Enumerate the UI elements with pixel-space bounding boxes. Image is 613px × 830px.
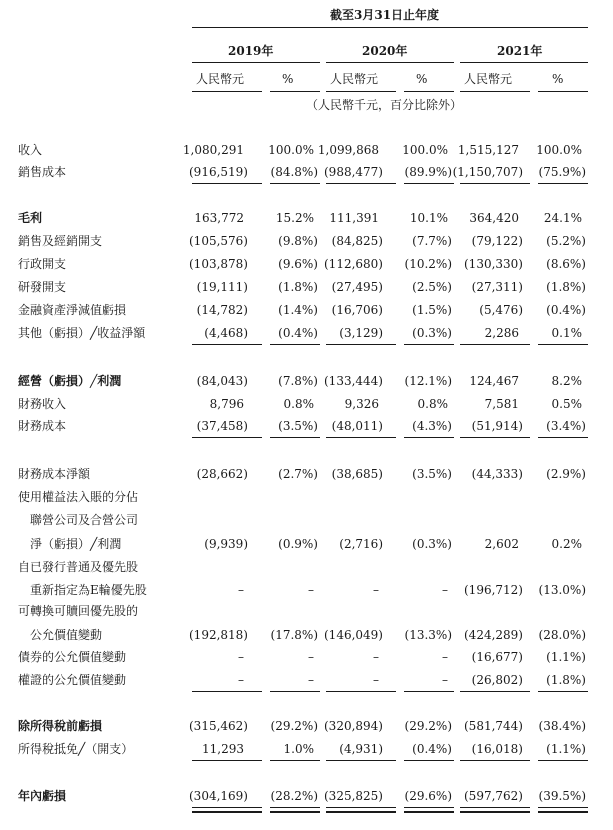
rule-finance-costs-col4 [404, 437, 454, 438]
cell-warrants-col4: – [442, 673, 448, 687]
col-underline-1 [192, 91, 262, 92]
row-label-rd-expenses: 研發開支 [18, 280, 67, 294]
cell-finance-net-col5: (44,333) [471, 467, 523, 481]
cell-operating-col5: 124,467 [469, 374, 519, 388]
cell-finance-costs-col6: (3.4%) [546, 419, 586, 433]
cell-selling-expenses-col4: (7.7%) [412, 234, 452, 248]
cell-loss-for-year-col2: (28.2%) [270, 789, 318, 803]
cell-admin-expenses-col4: (10.2%) [404, 257, 452, 271]
cell-operating-col2: (7.8%) [278, 374, 318, 388]
cell-finance-costs-col1: (37,458) [196, 419, 248, 433]
cell-bonds-col5: (16,677) [471, 650, 523, 664]
cell-rd-expenses-col2: (1.8%) [278, 280, 318, 294]
rule-double-loss-for-year-col2 [270, 811, 320, 813]
cell-finance-income-col5: 7,581 [484, 397, 519, 411]
cell-cost-of-sales-col5: (1,150,707) [452, 165, 523, 179]
cell-bonds-col4: – [442, 650, 448, 664]
cell-finance-income-col6: 0.5% [551, 397, 582, 411]
pct-header-2020: % [416, 72, 428, 86]
row-label-convertible-line2: 公允價值變動 [30, 628, 103, 642]
rule-cost-of-sales-col2 [270, 183, 320, 184]
cell-cost-of-sales-col2: (84.8%) [270, 165, 318, 179]
cell-redesignation-col1: – [238, 583, 244, 597]
cell-convertible-col3: (146,049) [324, 628, 383, 642]
cell-rd-expenses-col6: (1.8%) [546, 280, 586, 294]
cell-finance-net-col6: (2.9%) [546, 467, 586, 481]
row-label-redesignation-line2: 重新指定為E輪優先股 [30, 583, 147, 597]
unit-note: （人民幣千元，百分比除外） [306, 98, 463, 112]
cell-bonds-col6: (1.1%) [546, 650, 586, 664]
rule-other-gains-col1 [192, 344, 262, 345]
rule-double-loss-for-year-col4 [404, 811, 454, 813]
cell-finance-costs-col3: (48,011) [331, 419, 383, 433]
cell-finance-costs-col2: (3.5%) [278, 419, 318, 433]
row-label-finance-net: 財務成本淨額 [18, 467, 91, 481]
cell-rd-expenses-col4: (2.5%) [412, 280, 452, 294]
cell-operating-col4: (12.1%) [404, 374, 452, 388]
rule-warrants-col1 [192, 691, 262, 692]
cell-cost-of-sales-col1: (916,519) [189, 165, 248, 179]
year-heading-2020: 2020年 [362, 44, 408, 58]
cell-admin-expenses-col5: (130,330) [464, 257, 523, 271]
cell-convertible-col2: (17.8%) [270, 628, 318, 642]
row-label-equity-method-line3: 淨（虧損）╱利潤 [30, 537, 122, 551]
currency-header-2020: 人民幣元 [330, 72, 379, 86]
rule-double-loss-for-year-col5 [460, 811, 530, 813]
col-underline-2 [270, 91, 320, 92]
cell-cost-of-sales-col6: (75.9%) [538, 165, 586, 179]
cell-convertible-col5: (424,289) [464, 628, 523, 642]
cell-equity-method-col5: 2,602 [484, 537, 519, 551]
rule-loss-for-year-col2 [270, 807, 320, 808]
cell-other-gains-col1: (4,468) [204, 326, 248, 340]
rule-double-loss-for-year-col3 [326, 811, 396, 813]
cell-finance-net-col2: (2.7%) [278, 467, 318, 481]
cell-loss-before-tax-col3: (320,894) [324, 719, 383, 733]
cell-income-tax-col3: (4,931) [339, 742, 383, 756]
rule-loss-for-year-col1 [192, 807, 262, 808]
rule-other-gains-col2 [270, 344, 320, 345]
cell-revenue-col1: 1,080,291 [182, 143, 244, 157]
cell-revenue-col6: 100.0% [536, 143, 582, 157]
cell-redesignation-col4: – [442, 583, 448, 597]
cell-equity-method-col4: (0.3%) [412, 537, 452, 551]
rule-income-tax-col1 [192, 760, 262, 761]
cell-revenue-col4: 100.0% [402, 143, 448, 157]
rule-cost-of-sales-col3 [326, 183, 396, 184]
cell-income-tax-col1: 11,293 [202, 742, 244, 756]
cell-finance-net-col4: (3.5%) [412, 467, 452, 481]
cell-rd-expenses-col5: (27,311) [471, 280, 523, 294]
row-label-warrants: 權證的公允價值變動 [18, 673, 127, 687]
rule-cost-of-sales-col4 [404, 183, 454, 184]
row-label-redesignation-line1: 自已發行普通及優先股 [18, 560, 139, 574]
row-label-selling-expenses: 銷售及經銷開支 [18, 234, 103, 248]
year-underline-2021 [460, 62, 588, 63]
col-underline-5 [460, 91, 530, 92]
cell-revenue-col2: 100.0% [268, 143, 314, 157]
cell-equity-method-col6: 0.2% [551, 537, 582, 551]
currency-header-2019: 人民幣元 [196, 72, 245, 86]
cell-gross-profit-col4: 10.1% [409, 211, 448, 225]
cell-admin-expenses-col1: (103,878) [189, 257, 248, 271]
currency-header-2021: 人民幣元 [464, 72, 513, 86]
cell-impairment-col6: (0.4%) [546, 303, 586, 317]
cell-loss-for-year-col1: (304,169) [189, 789, 248, 803]
rule-finance-costs-col6 [538, 437, 588, 438]
row-label-other-gains: 其他（虧損）╱收益淨額 [18, 326, 146, 340]
cell-warrants-col5: (26,802) [471, 673, 523, 687]
cell-loss-for-year-col5: (597,762) [464, 789, 523, 803]
cell-gross-profit-col5: 364,420 [469, 211, 519, 225]
rule-finance-costs-col1 [192, 437, 262, 438]
cell-rd-expenses-col1: (19,111) [196, 280, 248, 294]
cell-selling-expenses-col5: (79,122) [471, 234, 523, 248]
cell-bonds-col2: – [308, 650, 314, 664]
pct-header-2019: % [282, 72, 294, 86]
cell-selling-expenses-col2: (9.8%) [278, 234, 318, 248]
rule-other-gains-col6 [538, 344, 588, 345]
row-label-income-tax: 所得稅抵免╱（開支） [18, 742, 134, 756]
rule-other-gains-col4 [404, 344, 454, 345]
cell-gross-profit-col6: 24.1% [543, 211, 582, 225]
cell-gross-profit-col2: 15.2% [275, 211, 314, 225]
cell-admin-expenses-col6: (8.6%) [546, 257, 586, 271]
cell-cost-of-sales-col4: (89.9%) [404, 165, 452, 179]
cell-loss-before-tax-col5: (581,744) [464, 719, 523, 733]
rule-double-loss-for-year-col1 [192, 811, 262, 813]
cell-operating-col3: (133,444) [324, 374, 383, 388]
rule-loss-for-year-col6 [538, 807, 588, 808]
rule-loss-for-year-col5 [460, 807, 530, 808]
cell-finance-costs-col5: (51,914) [471, 419, 523, 433]
row-label-bonds: 債券的公允價值變動 [18, 650, 127, 664]
cell-redesignation-col5: (196,712) [464, 583, 523, 597]
cell-other-gains-col6: 0.1% [551, 326, 582, 340]
cell-selling-expenses-col3: (84,825) [331, 234, 383, 248]
year-heading-2021: 2021年 [497, 44, 543, 58]
row-label-gross-profit: 毛利 [18, 211, 43, 225]
row-label-equity-method-line1: 使用權益法入賬的分佔 [18, 490, 139, 504]
row-label-revenue: 收入 [18, 143, 43, 157]
cell-redesignation-col6: (13.0%) [538, 583, 586, 597]
cell-impairment-col3: (16,706) [331, 303, 383, 317]
rule-other-gains-col5 [460, 344, 530, 345]
cell-loss-for-year-col4: (29.6%) [404, 789, 452, 803]
cell-other-gains-col2: (0.4%) [278, 326, 318, 340]
rule-finance-costs-col3 [326, 437, 396, 438]
cell-loss-for-year-col6: (39.5%) [538, 789, 586, 803]
rule-income-tax-col2 [270, 760, 320, 761]
cell-gross-profit-col1: 163,772 [194, 211, 244, 225]
rule-warrants-col6 [538, 691, 588, 692]
row-label-cost-of-sales: 銷售成本 [18, 165, 67, 179]
rule-income-tax-col4 [404, 760, 454, 761]
year-underline-2019 [192, 62, 320, 63]
row-label-finance-costs: 財務成本 [18, 419, 67, 433]
year-underline-2020 [326, 62, 454, 63]
cell-income-tax-col6: (1.1%) [546, 742, 586, 756]
pct-header-2021: % [552, 72, 564, 86]
cell-impairment-col1: (14,782) [196, 303, 248, 317]
row-label-loss-before-tax: 除所得稅前虧損 [18, 719, 103, 733]
row-label-convertible-line1: 可轉換可贖回優先股的 [18, 604, 139, 618]
period-heading: 截至3月31日止年度 [330, 8, 440, 22]
cell-convertible-col4: (13.3%) [404, 628, 452, 642]
cell-loss-before-tax-col6: (38.4%) [538, 719, 586, 733]
cell-gross-profit-col3: 111,391 [329, 211, 379, 225]
cell-finance-net-col1: (28,662) [196, 467, 248, 481]
col-underline-6 [538, 91, 588, 92]
cell-warrants-col1: – [238, 673, 244, 687]
cell-other-gains-col4: (0.3%) [412, 326, 452, 340]
period-underline [192, 27, 588, 28]
cell-finance-net-col3: (38,685) [331, 467, 383, 481]
rule-warrants-col5 [460, 691, 530, 692]
rule-warrants-col2 [270, 691, 320, 692]
cell-other-gains-col5: 2,286 [484, 326, 519, 340]
rule-warrants-col3 [326, 691, 396, 692]
cell-finance-costs-col4: (4.3%) [412, 419, 452, 433]
cell-finance-income-col1: 8,796 [209, 397, 244, 411]
cell-loss-before-tax-col1: (315,462) [189, 719, 248, 733]
col-underline-3 [326, 91, 396, 92]
rule-cost-of-sales-col1 [192, 183, 262, 184]
cell-impairment-col2: (1.4%) [278, 303, 318, 317]
rule-warrants-col4 [404, 691, 454, 692]
row-label-operating: 經營（虧損）╱利潤 [18, 374, 122, 388]
rule-income-tax-col3 [326, 760, 396, 761]
cell-revenue-col5: 1,515,127 [457, 143, 519, 157]
cell-other-gains-col3: (3,129) [339, 326, 383, 340]
cell-convertible-col6: (28.0%) [538, 628, 586, 642]
rule-finance-costs-col5 [460, 437, 530, 438]
cell-bonds-col1: – [238, 650, 244, 664]
cell-impairment-col4: (1.5%) [412, 303, 452, 317]
cell-cost-of-sales-col3: (988,477) [324, 165, 383, 179]
cell-income-tax-col2: 1.0% [283, 742, 314, 756]
cell-loss-for-year-col3: (325,825) [324, 789, 383, 803]
row-label-finance-income: 財務收入 [18, 397, 67, 411]
row-label-impairment: 金融資產淨減值虧損 [18, 303, 127, 317]
rule-finance-costs-col2 [270, 437, 320, 438]
cell-admin-expenses-col3: (112,680) [324, 257, 383, 271]
cell-income-tax-col4: (0.4%) [412, 742, 452, 756]
cell-equity-method-col2: (0.9%) [278, 537, 318, 551]
cell-selling-expenses-col1: (105,576) [189, 234, 248, 248]
cell-warrants-col2: – [308, 673, 314, 687]
cell-bonds-col3: – [373, 650, 379, 664]
rule-double-loss-for-year-col6 [538, 811, 588, 813]
cell-finance-income-col4: 0.8% [417, 397, 448, 411]
cell-rd-expenses-col3: (27,495) [331, 280, 383, 294]
cell-redesignation-col3: – [373, 583, 379, 597]
rule-income-tax-col6 [538, 760, 588, 761]
rule-loss-for-year-col4 [404, 807, 454, 808]
rule-income-tax-col5 [460, 760, 530, 761]
cell-selling-expenses-col6: (5.2%) [546, 234, 586, 248]
rule-loss-for-year-col3 [326, 807, 396, 808]
rule-cost-of-sales-col6 [538, 183, 588, 184]
cell-warrants-col6: (1.8%) [546, 673, 586, 687]
cell-warrants-col3: – [373, 673, 379, 687]
cell-impairment-col5: (5,476) [479, 303, 523, 317]
rule-cost-of-sales-col5 [460, 183, 530, 184]
year-heading-2019: 2019年 [228, 44, 274, 58]
row-label-equity-method-line2: 聯營公司及合營公司 [30, 513, 139, 527]
cell-operating-col6: 8.2% [551, 374, 582, 388]
col-underline-4 [404, 91, 454, 92]
cell-finance-income-col3: 9,326 [344, 397, 379, 411]
cell-equity-method-col1: (9,939) [204, 537, 248, 551]
cell-income-tax-col5: (16,018) [471, 742, 523, 756]
row-label-loss-for-year: 年內虧損 [18, 789, 67, 803]
cell-loss-before-tax-col2: (29.2%) [270, 719, 318, 733]
cell-equity-method-col3: (2,716) [339, 537, 383, 551]
cell-revenue-col3: 1,099,868 [317, 143, 379, 157]
cell-loss-before-tax-col4: (29.2%) [404, 719, 452, 733]
row-label-admin-expenses: 行政開支 [18, 257, 67, 271]
rule-other-gains-col3 [326, 344, 396, 345]
cell-operating-col1: (84,043) [196, 374, 248, 388]
cell-admin-expenses-col2: (9.6%) [278, 257, 318, 271]
cell-finance-income-col2: 0.8% [283, 397, 314, 411]
cell-convertible-col1: (192,818) [189, 628, 248, 642]
cell-redesignation-col2: – [308, 583, 314, 597]
